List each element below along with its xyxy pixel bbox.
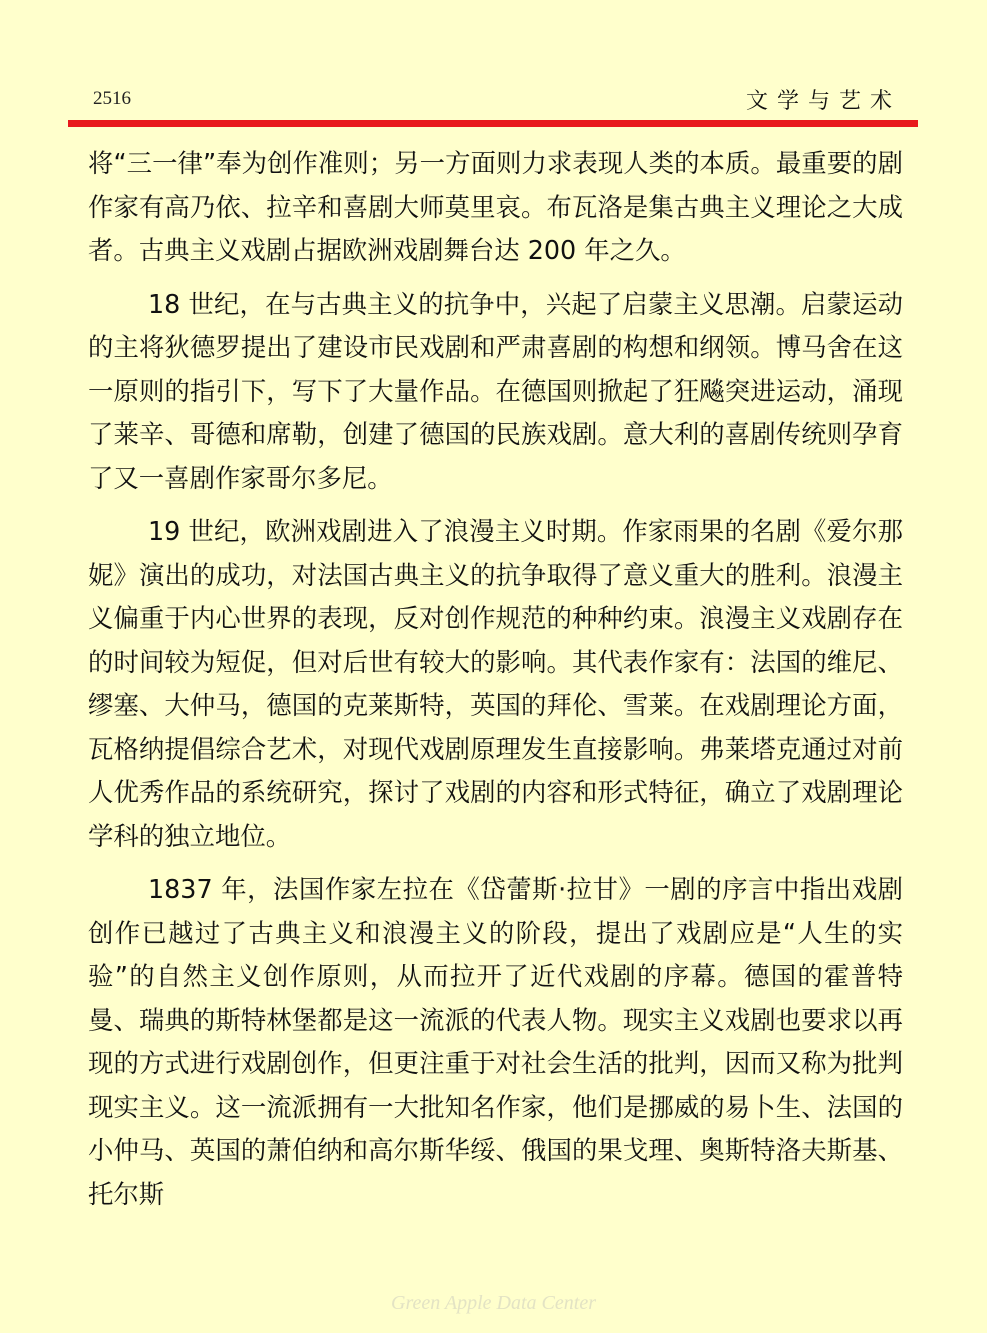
watermark: Green Apple Data Center [391, 1292, 596, 1314]
running-title: 文学与艺术 [745, 89, 901, 114]
paragraph-2: 18 世纪，在与古典主义的抗争中，兴起了启蒙主义思潮。启蒙运动的主将狄德罗提出了建设市民戏剧和严肃喜剧的构想和纲领。博马舍在这一原则的指引下，写下了大量作品。在德国则掀起了狂飚突进运动，涌现了莱辛、哥德和席勒，创建了德国的民族戏剧。意大利的喜剧传统则孕育了又一喜剧作家哥尔多尼。 [88, 288, 903, 493]
page-number: 2516 [93, 88, 131, 109]
paragraph-1: 将“三一律”奉为创作准则；另一方面则力求表现人类的本质。最重要的剧作家有高乃依、拉辛和喜剧大师莫里哀。布瓦洛是集古典主义理论之大成者。古典主义戏剧占据欧洲戏剧舞台达 200 年之久。 [88, 148, 903, 265]
paragraph-3: 19 世纪，欧洲戏剧进入了浪漫主义时期。作家雨果的名剧《爱尔那妮》演出的成功，对法国古典主义的抗争取得了意义重大的胜利。浪漫主义偏重于内心世界的表现，反对创作规范的种种约束。浪漫主义戏剧存在的时间较为短促，但对后世有较大的影响。其代表作家有：法国的维尼、缪塞、大仲马，德国的克莱斯特，英国的拜伦、雪莱。在戏剧理论方面，瓦格纳提倡综合艺术，对现代戏剧原理发生直接影响。弗莱塔克通过对前人优秀作品的系统研究，探讨了戏剧的内容和形式特征，确立了戏剧理论学科的独立地位。 [88, 516, 903, 851]
paragraph-4: 1837 年，法国作家左拉在《岱蕾斯·拉甘》一剧的序言中指出戏剧创作已越过了古典主义和浪漫主义的阶段，提出了戏剧应是“人生的实验”的自然主义创作原则，从而拉开了近代戏剧的序幕。德国的霍普特曼、瑞典的斯特林堡都是这一流派的代表人物。现实主义戏剧也要求以再现的方式进行戏剧创作，但更注重于对社会生活的批判，因而又称为批判现实主义。这一流派拥有一大批知名作家，他们是挪威的易卜生、法国的小仲马、英国的萧伯纳和高尔斯华绥、俄国的果戈理、奥斯特洛夫斯基、托尔斯 [88, 874, 903, 1209]
body-text [88, 142, 903, 1226]
header-rule [68, 120, 918, 127]
